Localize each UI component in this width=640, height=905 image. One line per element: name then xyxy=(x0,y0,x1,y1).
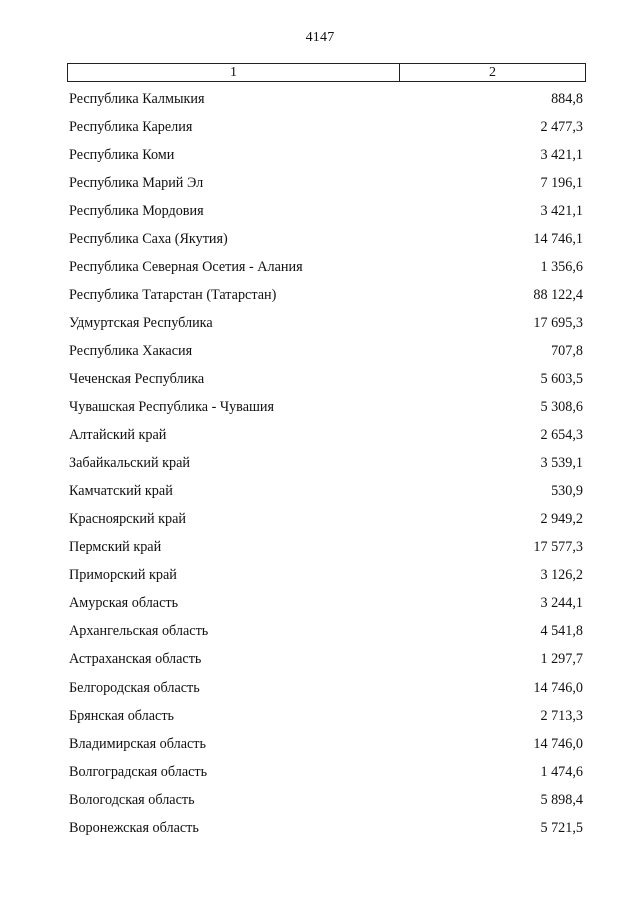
header-column-2: 2 xyxy=(489,65,496,80)
region-value: 2 949,2 xyxy=(540,511,583,528)
header-column-1: 1 xyxy=(68,64,400,81)
region-name: Белгородская область xyxy=(69,679,200,696)
region-value: 14 746,0 xyxy=(533,735,583,752)
region-value: 2 477,3 xyxy=(540,118,583,135)
region-name: Республика Карелия xyxy=(69,118,193,135)
page-number: 4147 xyxy=(305,30,335,45)
region-value: 3 421,1 xyxy=(540,146,583,163)
region-name: Вологодская область xyxy=(69,791,195,808)
region-name: Республика Саха (Якутия) xyxy=(69,230,228,247)
table-row xyxy=(69,478,583,506)
region-name: Удмуртская Республика xyxy=(69,314,213,331)
table-row xyxy=(69,113,583,141)
region-value: 88 122,4 xyxy=(533,286,583,303)
table-row xyxy=(69,646,583,674)
region-value: 4 541,8 xyxy=(540,623,583,640)
region-value: 3 421,1 xyxy=(540,202,583,219)
table-row xyxy=(69,225,583,253)
table-row xyxy=(69,702,583,730)
region-value: 1 474,6 xyxy=(540,763,583,780)
region-name: Республика Марий Эл xyxy=(69,174,204,191)
table-row xyxy=(69,197,583,225)
table-row xyxy=(69,450,583,478)
region-value: 2 654,3 xyxy=(540,427,583,444)
table-row xyxy=(69,141,583,169)
region-value: 5 308,6 xyxy=(540,399,583,416)
region-name: Амурская область xyxy=(69,595,179,612)
region-name: Камчатский край xyxy=(69,483,173,500)
region-value: 17 577,3 xyxy=(533,539,583,556)
table-row xyxy=(69,422,583,450)
region-name: Республика Северная Осетия - Алания xyxy=(69,258,303,275)
region-value: 7 196,1 xyxy=(540,174,583,191)
region-value: 707,8 xyxy=(551,342,583,359)
region-name: Чеченская Республика xyxy=(69,370,205,387)
region-value: 530,9 xyxy=(551,483,583,500)
region-value: 1 297,7 xyxy=(540,651,583,668)
table-row xyxy=(69,394,583,422)
region-value: 3 126,2 xyxy=(540,567,583,584)
region-value: 14 746,0 xyxy=(533,679,583,696)
table-row xyxy=(69,618,583,646)
region-name: Республика Мордовия xyxy=(69,202,204,219)
region-value: 1 356,6 xyxy=(540,258,583,275)
region-name: Чувашская Республика - Чувашия xyxy=(69,399,275,416)
table-row xyxy=(69,590,583,618)
region-name: Приморский край xyxy=(69,567,177,584)
table-row xyxy=(69,253,583,281)
table-row xyxy=(69,758,583,786)
region-name: Республика Хакасия xyxy=(69,342,193,359)
region-name: Владимирская область xyxy=(69,735,206,752)
region-name: Алтайский край xyxy=(69,427,167,444)
region-name: Архангельская область xyxy=(69,623,209,640)
region-value: 14 746,1 xyxy=(533,230,583,247)
region-value: 3 244,1 xyxy=(540,595,583,612)
table-row xyxy=(69,169,583,197)
table-row xyxy=(69,337,583,365)
table-row xyxy=(69,309,583,337)
region-value: 5 603,5 xyxy=(540,370,583,387)
region-name: Пермский край xyxy=(69,539,162,556)
table-row xyxy=(69,506,583,534)
region-value: 2 713,3 xyxy=(540,707,583,724)
region-value: 5 898,4 xyxy=(540,791,583,808)
region-name: Астраханская область xyxy=(69,651,202,668)
region-value: 17 695,3 xyxy=(533,314,583,331)
region-name: Воронежская область xyxy=(69,819,199,836)
table-header xyxy=(67,63,586,82)
region-name: Республика Калмыкия xyxy=(69,90,205,107)
table-row xyxy=(69,786,583,814)
table-body xyxy=(69,85,583,842)
table-row xyxy=(69,730,583,758)
table-row xyxy=(69,562,583,590)
table-row xyxy=(69,534,583,562)
table-row xyxy=(69,674,583,702)
table-row xyxy=(69,281,583,309)
region-name: Брянская область xyxy=(69,707,175,724)
region-name: Забайкальский край xyxy=(69,455,190,472)
table-row xyxy=(69,814,583,842)
table-row xyxy=(69,365,583,393)
table-row xyxy=(69,85,583,113)
region-name: Республика Коми xyxy=(69,146,175,163)
region-value: 5 721,5 xyxy=(540,819,583,836)
region-name: Волгоградская область xyxy=(69,763,208,780)
region-value: 3 539,1 xyxy=(540,455,583,472)
region-name: Республика Татарстан (Татарстан) xyxy=(69,286,277,303)
region-value: 884,8 xyxy=(551,90,583,107)
region-name: Красноярский край xyxy=(69,511,186,528)
